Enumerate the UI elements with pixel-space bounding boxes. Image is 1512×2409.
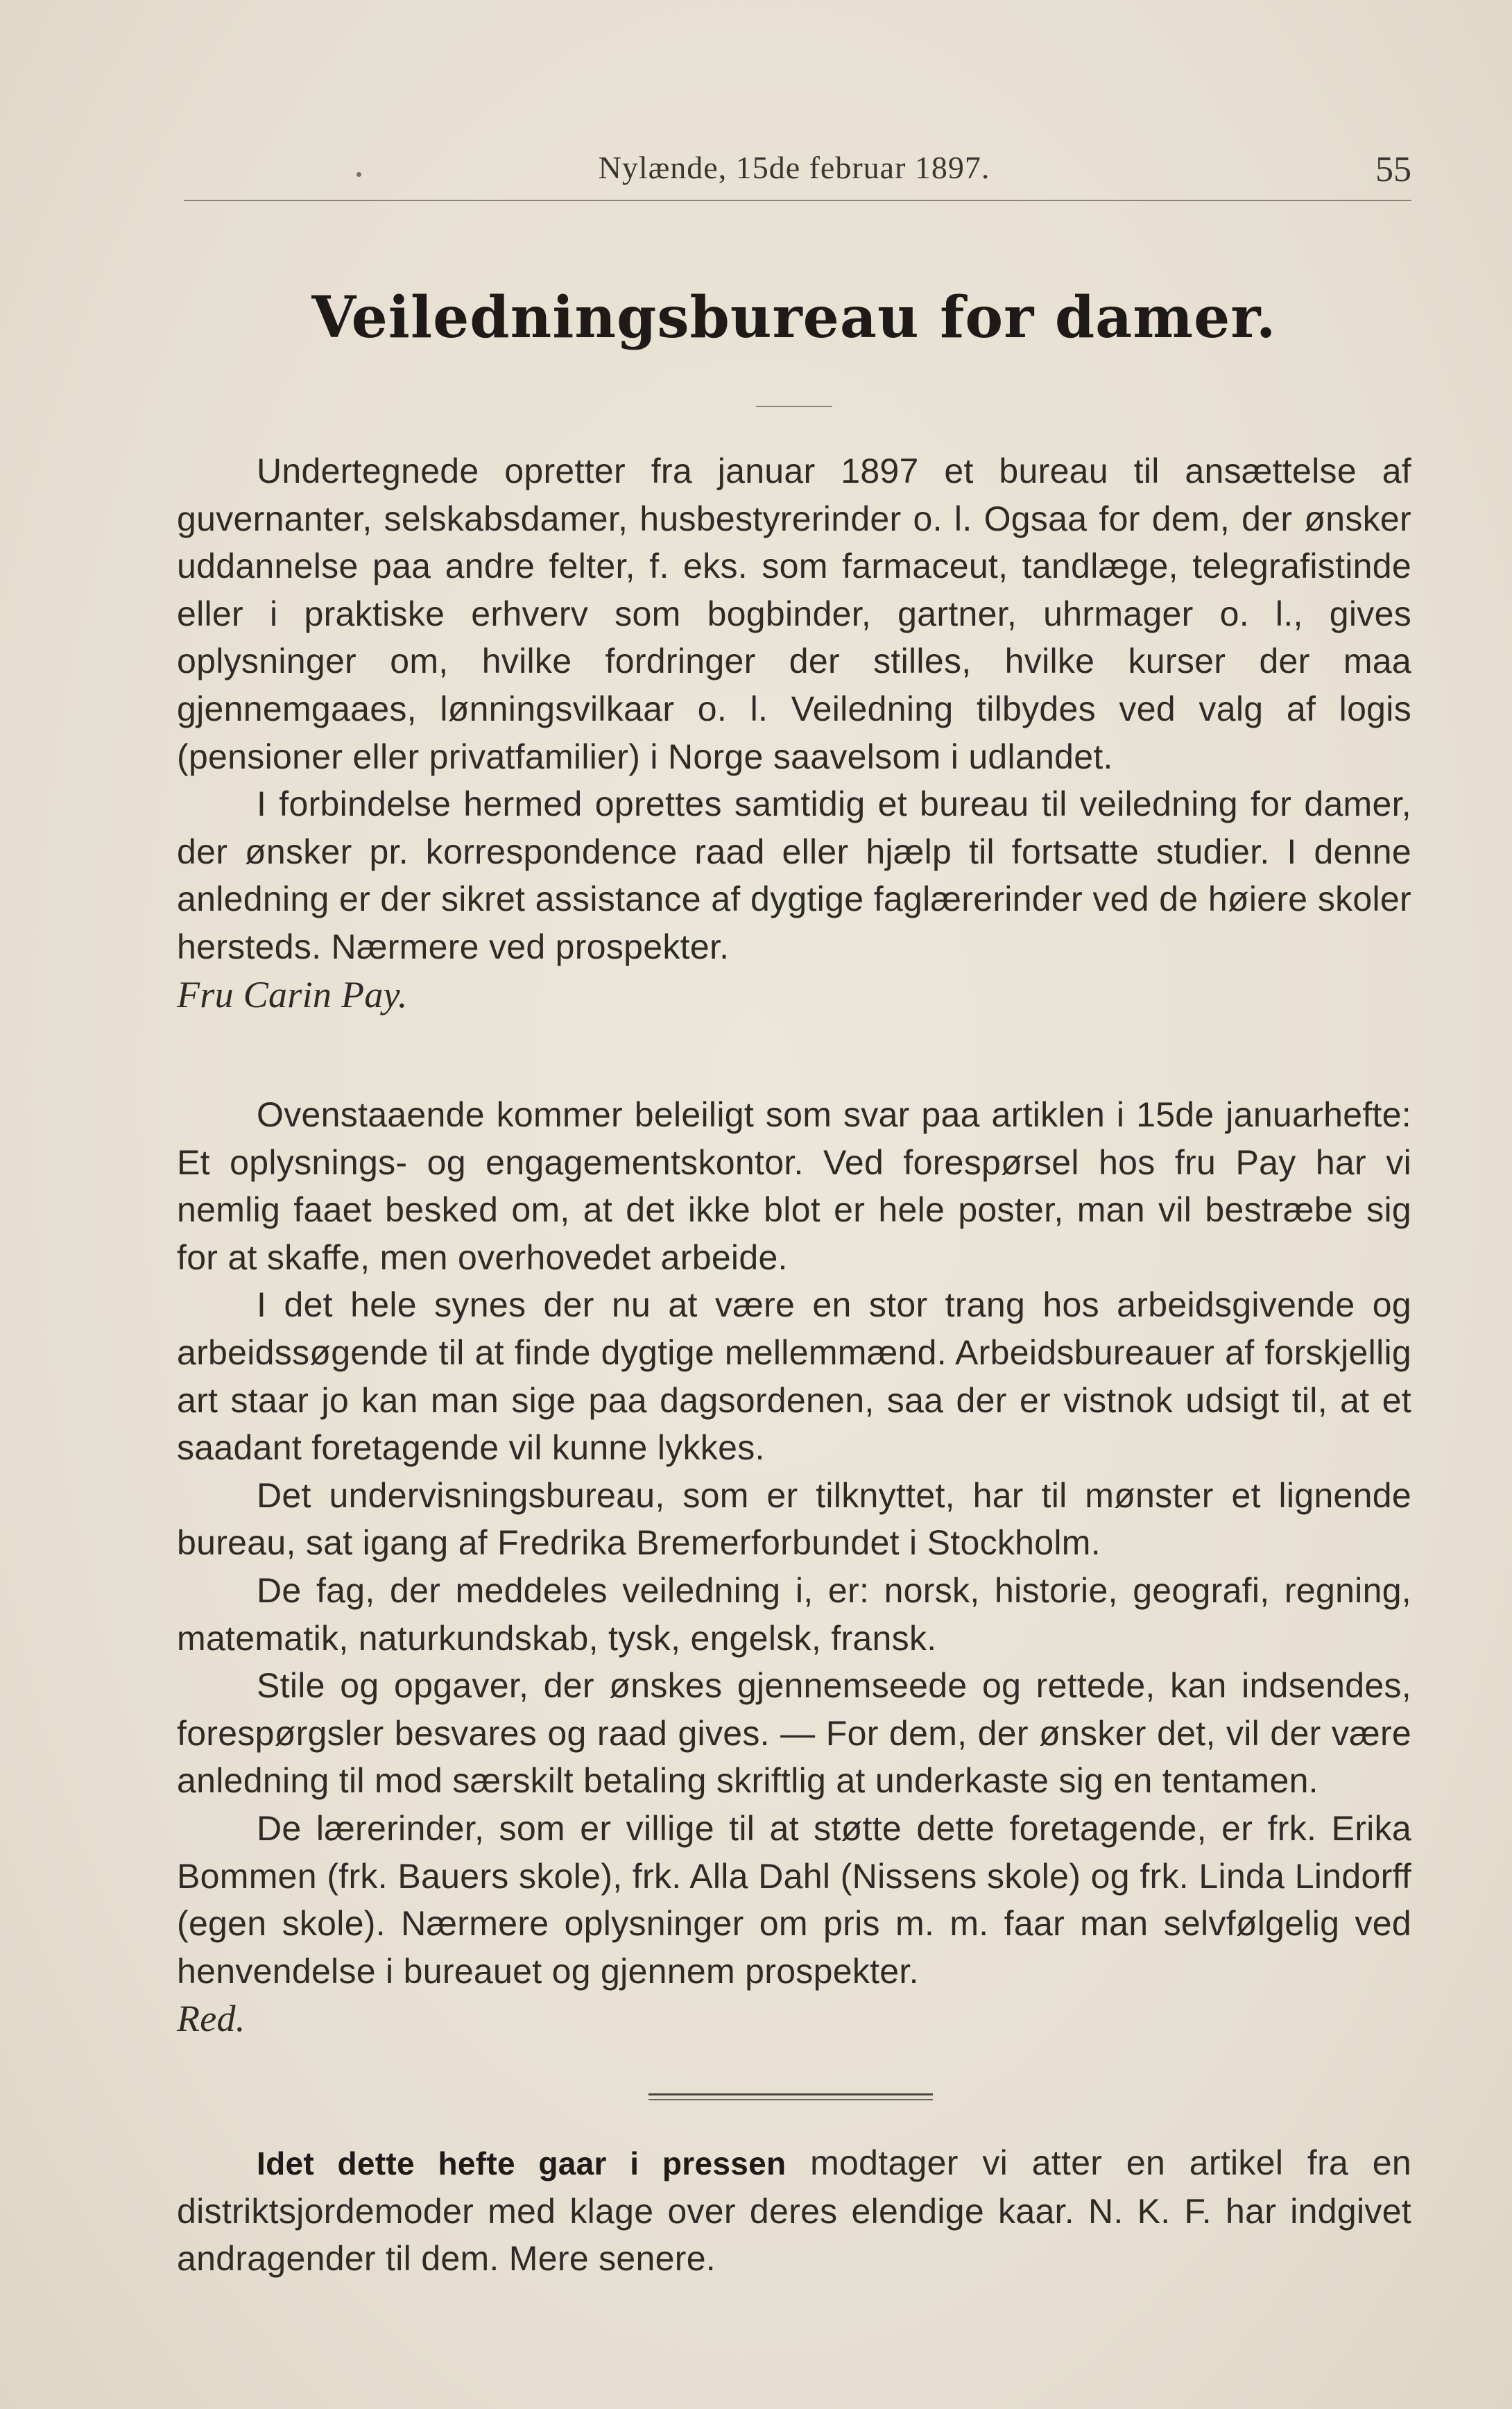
editorial-signature: Red. bbox=[177, 1998, 246, 2040]
article-title: Veiledningsbureau for damer. bbox=[311, 284, 1277, 351]
notice-text: modtager vi atter en artikel fra en distriktsjordemoder med klage over deres elendige kaar. N. K. F. har indgivet andragender til dem. Mere senere. bbox=[177, 2143, 1411, 2279]
article-paragraph-1: Undertegnede opretter fra januar 1897 et bureau til ansættelse af guvernanter, selskabsdamer, husbestyrerinder o. l. Ogsaa for dem, der ønsker uddannelse paa andre felter, f. eks. som farmaceut, tandlæge, telegrafistinde eller i praktiske erhverv som bogbinder, gartner, uhrmager o. l., gives oplysninger om, hvilke fordringer der stilles, hvilke kurser der maa gjennemgaaes, lønningsvilkaar o. l. Veiledning tilbydes ved valg af logis (pensioner eller privatfamilier) i Norge saavelsom i udlandet. bbox=[177, 452, 1411, 776]
running-title: Nylænde, 15de februar 1897. bbox=[598, 150, 990, 185]
press-notice bbox=[177, 2139, 1411, 2283]
editorial-paragraph-2: I det hele synes der nu at være en stor trang hos arbeidsgivende og arbeidssøgende til at finde dygtige mellemmænd. Arbeidsbureauer af forskjellig art staar jo kan man sige paa dagsordenen, saa der er vistnok udsigt til, at et saadant foretagende vil kunne lykkes. bbox=[177, 1285, 1411, 1468]
section-divider-thin bbox=[648, 2099, 933, 2100]
article-signature: Fru Carin Pay. bbox=[177, 973, 408, 1015]
editorial-paragraph-1: Ovenstaaende kommer beleiligt som svar paa artiklen i 15de januarhefte: Et oplysnings- og engagementskontor. Ved forespørsel hos fru Pay har vi nemlig faaet besked om, at det ikke blot er hele poster, man vil bestræbe sig for at skaffe, men overhovedet arbeide. bbox=[177, 1095, 1411, 1277]
editorial-paragraph-4: De fag, der meddeles veiledning i, er: norsk, historie, geografi, regning, matematik, naturkundskab, tysk, engelsk, fransk. bbox=[177, 1570, 1411, 1658]
running-header bbox=[177, 149, 1411, 198]
header-rule bbox=[184, 200, 1411, 201]
notice-lead: Idet dette hefte gaar i pressen bbox=[257, 2145, 787, 2181]
article-body bbox=[177, 447, 1411, 1018]
editorial-paragraph-5: Stile og opgaver, der ønskes gjennemseede og rettede, kan indsendes, forespørgsler besvares og raad gives. — For dem, der ønsker det, vil der være anledning til mod særskilt betaling skriftlig at underkaste sig en tentamen. bbox=[177, 1666, 1411, 1801]
section-divider bbox=[648, 2093, 933, 2095]
title-rule bbox=[756, 406, 832, 407]
notice-paragraph bbox=[177, 2139, 1411, 2283]
editorial-comment bbox=[177, 1091, 1411, 2043]
editorial-paragraph-6: De lærerinder, som er villige til at støtte dette foretagende, er frk. Erika Bommen (frk. Bauers skole), frk. Alla Dahl (Nissens skole) og frk. Linda Lindorff (egen skole). Nærmere oplysninger om pris m. m. faar man selvfølgelig ved henvendelse i bureauet og gjennem prospekter. bbox=[177, 1808, 1411, 1991]
article-paragraph-2: I forbindelse hermed oprettes samtidig et bureau til veiledning for damer, der ønsker pr. korrespondence raad eller hjælp til fortsatte studier. I denne anledning er der sikret assistance af dygtige faglærerinder ved de høiere skoler hersteds. Nærmere ved prospekter. bbox=[177, 785, 1411, 966]
editorial-paragraph-3: Det undervisningsbureau, som er tilknyttet, har til mønster et lignende bureau, sat igang af Fredrika Bremerforbundet i Stockholm. bbox=[177, 1475, 1411, 1563]
page-number: 55 bbox=[1375, 150, 1411, 189]
